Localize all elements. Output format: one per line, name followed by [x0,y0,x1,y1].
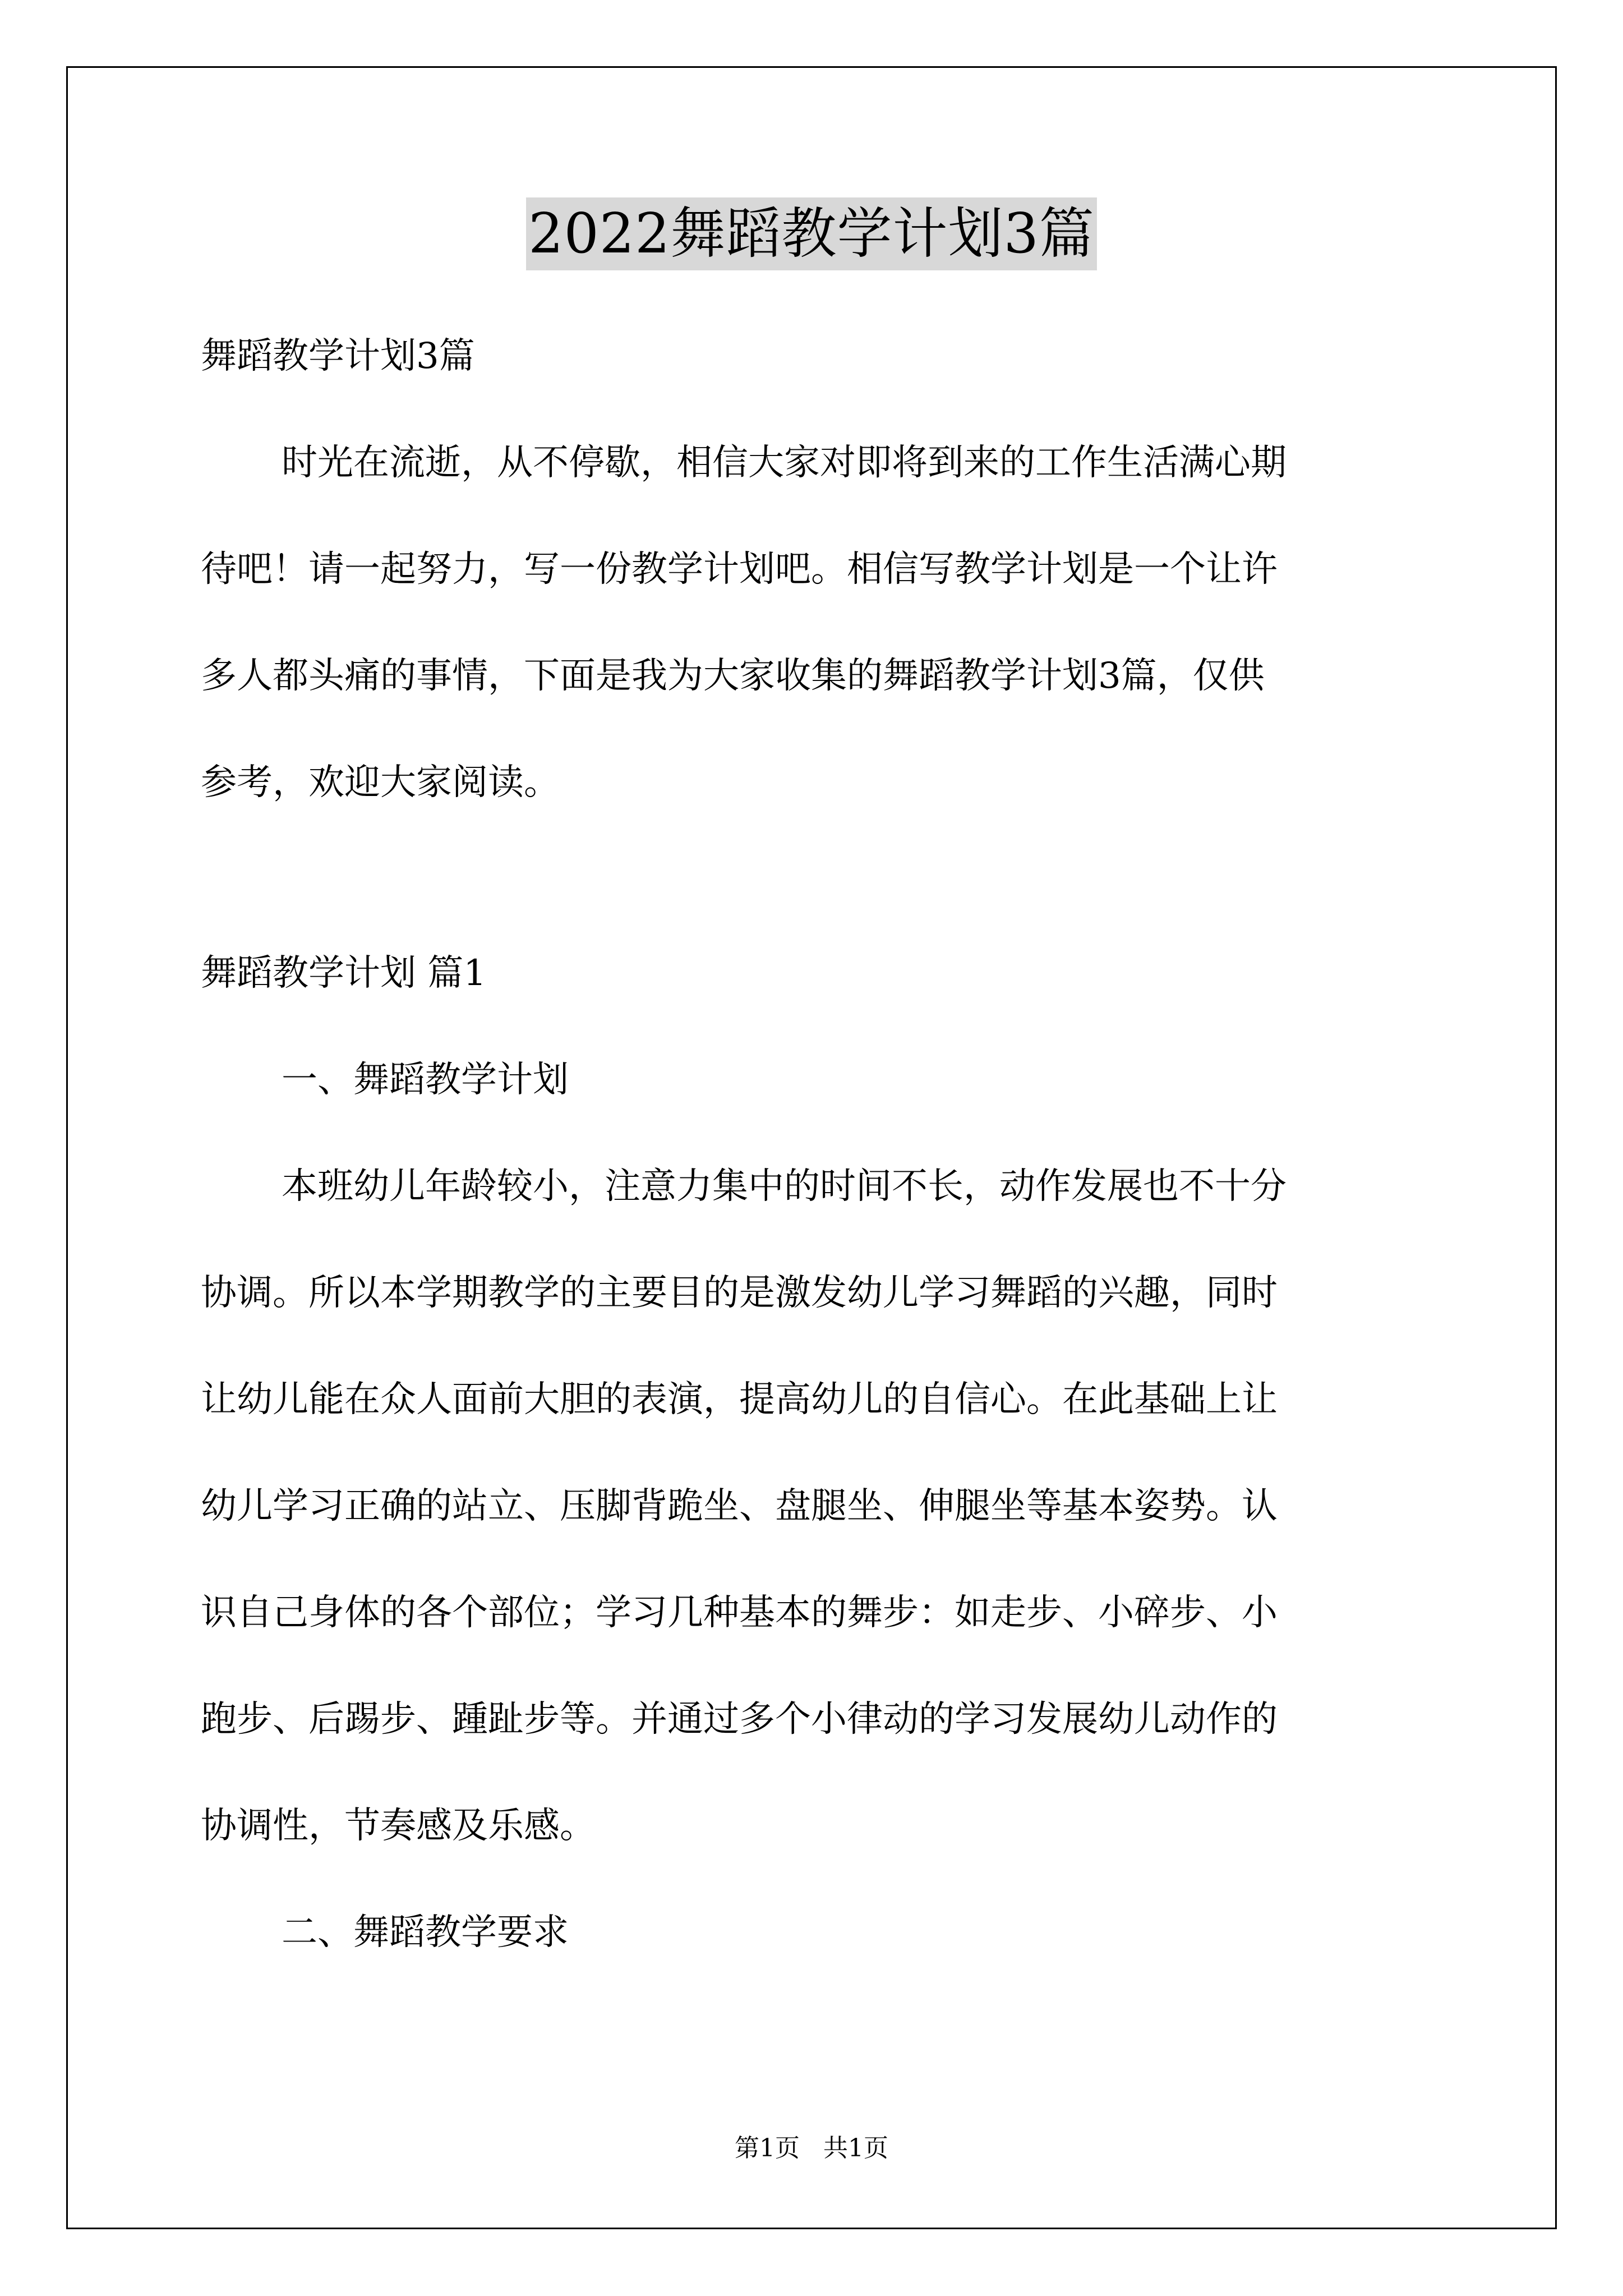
page-footer [0,2132,1623,2165]
paragraph-gap [201,836,1429,920]
section-heading: 舞蹈教学计划 篇1 [201,953,487,994]
document-body [201,303,1429,1986]
intro-line: 多人都头痛的事情，下面是我为大家收集的舞蹈教学计划3篇，仅供 [201,655,1265,697]
item1-line: 跑步、后踢步、踵趾步等。并通过多个小律动的学习发展幼儿动作的 [201,1699,1278,1740]
page-number-label: 第1页 共1页 [735,2134,888,2162]
item1-line: 识自己身体的各个部位；学习几种基本的舞步：如走步、小碎步、小 [201,1592,1278,1634]
document-title: 2022舞蹈教学计划3篇 [526,197,1097,270]
title-container [0,197,1623,270]
item1-heading: 一、舞蹈教学计划 [282,1059,569,1101]
item1-line: 协调性，节奏感及乐感。 [201,1805,596,1847]
item1-line: 幼儿学习正确的站立、压脚背跪坐、盘腿坐、伸腿坐等基本姿势。认 [201,1485,1278,1527]
item1-line: 让幼儿能在众人面前大胆的表演，提高幼儿的自信心。在此基础上让 [201,1379,1278,1420]
intro-line: 时光在流逝，从不停歇，相信大家对即将到来的工作生活满心期 [282,442,1287,484]
item1-line: 本班幼儿年龄较小，注意力集中的时间不长，动作发展也不十分 [282,1166,1287,1207]
item1-line: 协调。所以本学期教学的主要目的是激发幼儿学习舞蹈的兴趣，同时 [201,1272,1278,1314]
item2-heading: 二、舞蹈教学要求 [282,1912,569,1953]
document-subtitle: 舞蹈教学计划3篇 [201,335,475,377]
intro-line: 参考，欢迎大家阅读。 [201,762,560,803]
intro-line: 待吧！请一起努力，写一份教学计划吧。相信写教学计划是一个让许 [201,549,1278,590]
